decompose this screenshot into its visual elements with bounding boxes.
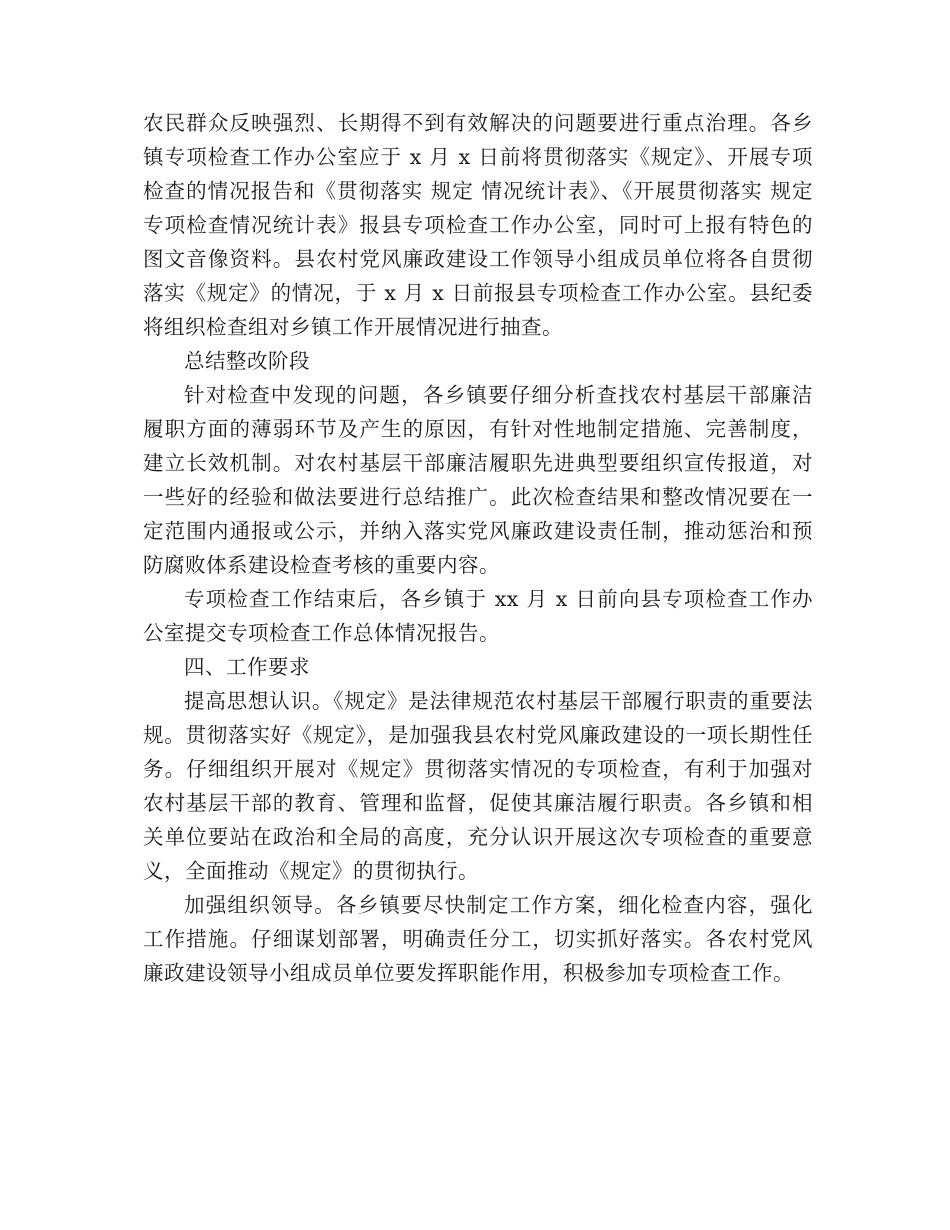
section-heading-requirements: 四、工作要求	[184, 655, 310, 679]
section-heading-summary: 总结整改阶段	[184, 349, 310, 373]
paragraph-4: 提高思想认识。《规定》是法律规范农村基层干部履行职责的重要法规。贯彻落实好《规定》，是加强我县农村党风廉政建设的一项长期性任务。仔细组织开展对《规定》贯彻落实情况的专项检查，有利于加强对农村基层干部的教育、管理和监督，促使其廉洁履行职责。各乡镇和相关单位要站在政治和全局的高度，充分认识开展这次专项检查的重要意义，全面推动《规定》的贯彻执行。	[143, 689, 813, 883]
paragraph-3: 专项检查工作结束后，各乡镇于 xx 月 x 日前向县专项检查工作办公室提交专项检查工作总体情况报告。	[143, 587, 813, 645]
document-body	[143, 106, 813, 990]
paragraph-2: 针对检查中发现的问题，各乡镇要仔细分析查找农村基层干部廉洁履职方面的薄弱环节及产生的原因，有针对性地制定措施、完善制度，建立长效机制。对农村基层干部廉洁履职先进典型要组织宣传报道，对一些好的经验和做法要进行总结推广。此次检查结果和整改情况要在一定范围内通报或公示，并纳入落实党风廉政建设责任制，推动惩治和预防腐败体系建设检查考核的重要内容。	[143, 383, 813, 577]
paragraph-1: 农民群众反映强烈、长期得不到有效解决的问题要进行重点治理。各乡镇专项检查工作办公室应于 x 月 x 日前将贯彻落实《规定》、开展专项检查的情况报告和《贯彻落实 规定 情况统计表》、《开展贯彻落实 规定 专项检查情况统计表》报县专项检查工作办公室，同时可上报有特色的图文音像资料。县农村党风廉政建设工作领导小组成员单位将各自贯彻落实《规定》的情况，于 x 月 x 日前报县专项检查工作办公室。县纪委将组织检查组对乡镇工作开展情况进行抽查。	[143, 111, 813, 339]
paragraph-5: 加强组织领导。各乡镇要尽快制定工作方案，细化检查内容，强化工作措施。仔细谋划部署，明确责任分工，切实抓好落实。各农村党风廉政建设领导小组成员单位要发挥职能作用，积极参加专项检查工作。	[143, 893, 813, 985]
